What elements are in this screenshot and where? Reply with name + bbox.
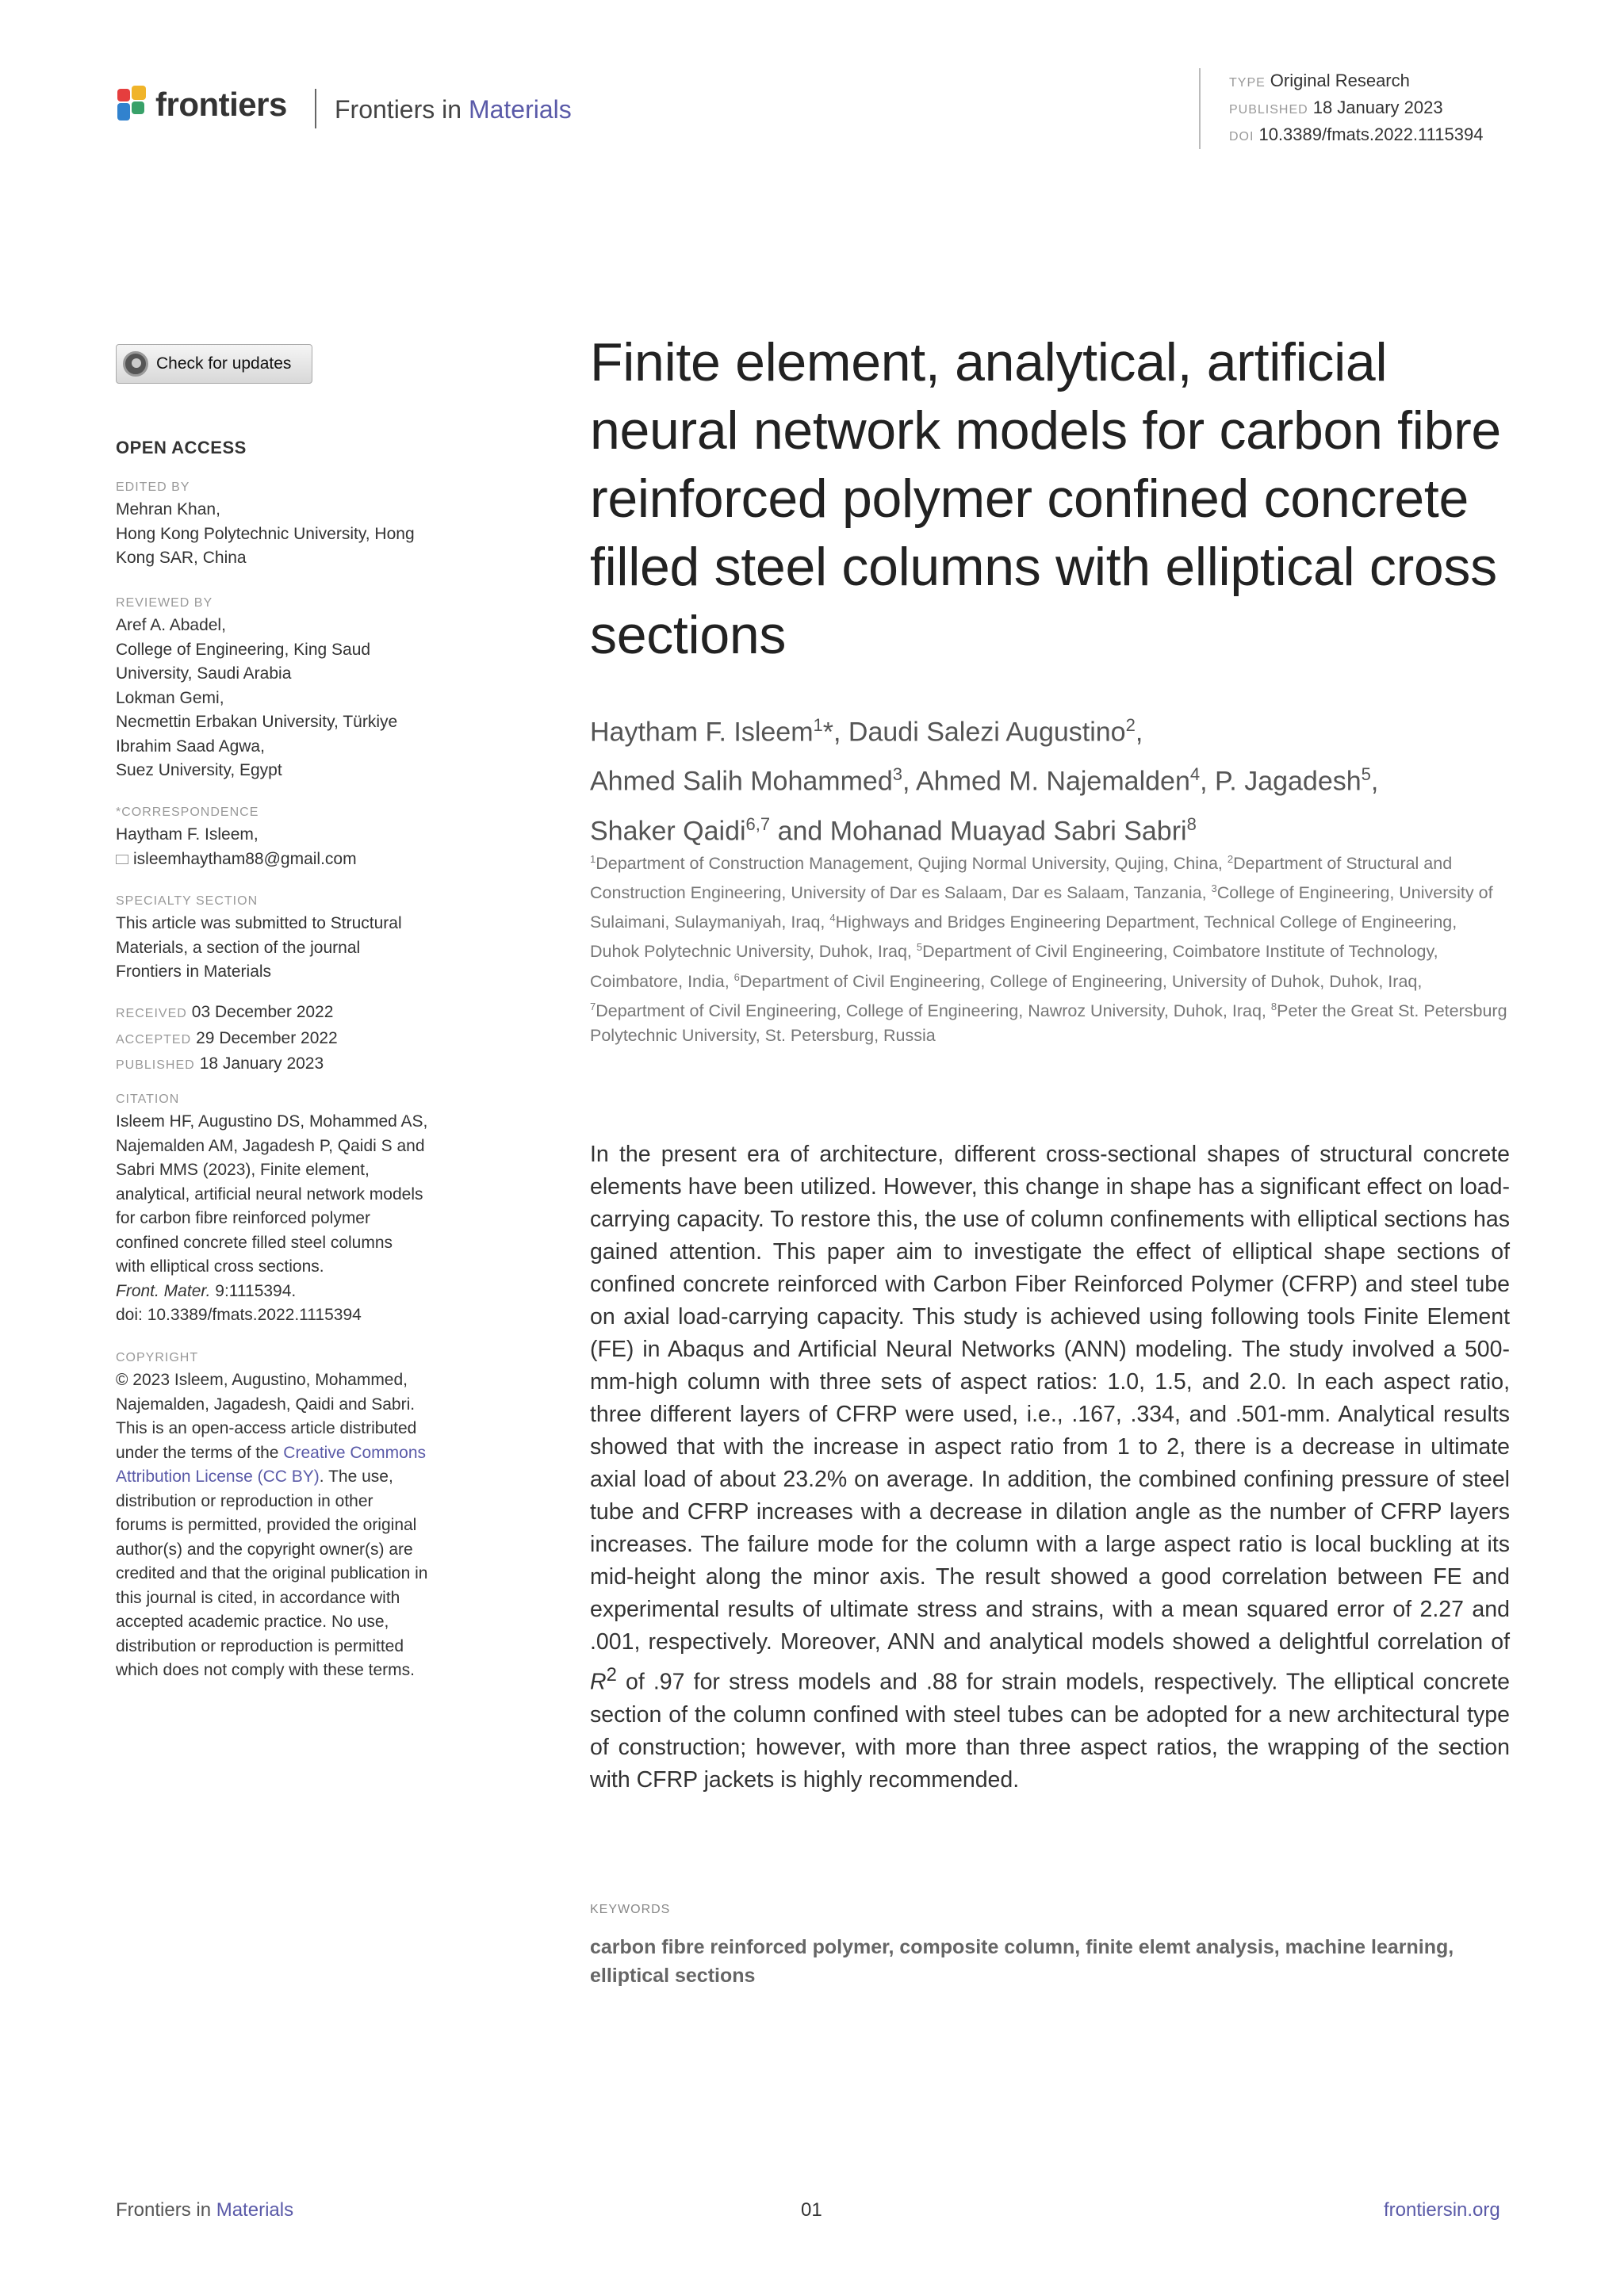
check-for-updates-button[interactable]: Check for updates <box>116 344 312 384</box>
copyright-section: COPYRIGHT © 2023 Isleem, Augustino, Mohammed, Najemalden, Jagadesh, Qaidi and Sabri. This is an open-access article distributed under the terms of the Creative Commons Attribution License (CC BY). The use, distribution or reproduction in other forums is permitted, provided the original author(s) and the copyright owner(s) are credited and that the original publication in this journal is cited, in accordance with accepted academic practice. No use, distribution or reproduction is permitted which does not comply with these terms. <box>116 1351 428 1679</box>
dates-section <box>116 1001 488 1078</box>
author-list: Haytham F. Isleem$^1$*, Daudi Salezi Augustino$^2$, Ahmed Salih Mohammed$^3$, Ahmed M. Najemalden$^4$, P. Jagadesh$^5$, Shaker Qaidi$^{6,7}$ and Mohanad Muayad Sabri Sabri$^8$ <box>590 715 1379 846</box>
cc-license-link-cont[interactable]: Attribution License (CC BY) <box>116 1468 320 1486</box>
open-access-label: OPEN ACCESS <box>116 438 247 457</box>
logo-divider <box>315 89 316 128</box>
doi[interactable]: DOI 10.3389/fmats.2022.1115394 <box>1229 124 1484 144</box>
specialty-section: SPECIALTY SECTION This article was submitted to Structural Materials, a section of the journal Frontiers in Materials <box>116 894 402 981</box>
footer-journal[interactable]: Frontiers in Materials <box>116 2199 294 2221</box>
article-meta <box>1199 68 1483 149</box>
citation-section: CITATION Isleem HF, Augustino DS, Mohammed AS, Najemalden AM, Jagadesh P, Qaidi S and Sabri MMS (2023), Finite element, analytical, artificial neural network models for carbon fibre reinforced polymer confined concrete filled steel columns with elliptical cross sections. Front. Mater. 9:1115394. doi: 10.3389/fmats.2022.1115394 <box>116 1093 428 1324</box>
abstract: In the present era of architecture, different cross-sectional shapes of structural concrete elements have been utilized. However, this change in shape has a significant effect on load-carrying capacity. To restore this, the use of column confinements with elliptical sections has gained attention. This paper aim to investigate the effect of elliptical shape sections of confined concrete reinforced with Carbon Fiber Reinforced Polymer (CFRP) and steel tube on axial load-carrying capacity. This study is achieved using following tools Finite Element (FE) in Abaqus and Artificial Neural Networks (ANN) modeling. The study involved a 500-mm-high column with three sets of aspect ratios: 1.0, 1.5, and 2.0. In each aspect ratio, three different layers of CFRP were used, i.e., .167, .334, and .501-mm. Analytical results showed that with the increase in aspect ratio from 1 to 2, there is a decrease in ultimate axial load of about 23.2% on average. In addition, the combined confining pressure of steel tube and CFRP increases with a decrease in dilation angle as the number of CFRP layers increases. The failure mode for the column with a large aspect ratio is local buckling at its mid-height along the minor axis. The result showed a good correlation between FE and experimental results of ultimate stress and strains, with a mean squared error of 2.27 and .001, respectively. Moreover, ANN and analytical models showed a delightful correlation of $R^2$ of .97 for stress models and .88 for strain models, respectively. The elliptical concrete section of the column confined with steel tubes can be adopted for a new architectural type of construction; however, with more than three aspect ratios, the wrapping of the section with CFRP jackets is highly recommended. <box>590 1142 1510 1793</box>
affiliations: $^1$Department of Construction Management, Qujing Normal University, Qujing, China, $^2$Department of Structural and Construction Engineering, University of Dar es Salaam, Dar es Salaam, Tanzania, $^3$College of Engineering, University of Sulaimani, Sulaymaniyah, Iraq, $^4$Highways and Bridges Engineering Department, Technical College of Engineering, Duhok Polytechnic University, Duhok, Iraq, $^5$Department of Civil Engineering, Coimbatore Institute of Technology, Coimbatore, India, $^6$Department of Civil Engineering, College of Engineering, University of Duhok, Duhok, Iraq, $^7$Department of Civil Engineering, College of Engineering, Nawroz University, Duhok, Iraq, $^8$Peter the Great St. Petersburg Polytechnic University, St. Petersburg, Russia <box>590 853 1507 1045</box>
logo-wordmark: frontiers <box>155 86 287 123</box>
reviewed-by-section: REVIEWED BY Aref A. Abadel, College of Engineering, King Saud University, Saudi Arabia Lokman Gemi, Necmettin Erbakan University, Türkiye Ibrahim Saad Agwa, Suez University, Egypt <box>116 596 398 779</box>
envelope-icon <box>116 855 128 864</box>
frontiers-logo-icon <box>116 86 149 124</box>
edited-by-section: EDITED BY Mehran Khan, Hong Kong Polytechnic University, Hong Kong SAR, China <box>116 480 415 567</box>
correspondence-email[interactable]: isleemhaytham88@gmail.com <box>116 848 488 872</box>
received-date: RECEIVED 03 December 2022 <box>116 1003 334 1021</box>
footer-site-link[interactable]: frontiersin.org <box>1384 2199 1500 2221</box>
frontiers-logo[interactable] <box>116 86 287 124</box>
article-type: TYPE Original Research <box>1229 71 1410 90</box>
keywords-label: KEYWORDS <box>590 1903 671 1916</box>
correspondence-section: *CORRESPONDENCE Haytham F. Isleem, isleemhaytham88@gmail.com <box>116 802 488 871</box>
keywords: carbon fibre reinforced polymer, composite column, finite elemt analysis, machine learning, elliptical sections <box>590 1936 1454 1987</box>
cc-license-link[interactable]: Creative Commons <box>283 1443 427 1462</box>
published-date-sidebar: PUBLISHED 18 January 2023 <box>116 1054 324 1073</box>
article-title: Finite element, analytical, artificial neural network models for carbon fibre reinforced polymer confined concrete filled steel columns with elliptical cross sections <box>590 332 1501 665</box>
published-date: PUBLISHED 18 January 2023 <box>1229 98 1443 117</box>
crossmark-icon <box>123 351 148 377</box>
journal-name[interactable]: Frontiers in Materials <box>335 95 572 124</box>
accepted-date: ACCEPTED 29 December 2022 <box>116 1028 338 1047</box>
page-number: 01 <box>801 2199 822 2221</box>
